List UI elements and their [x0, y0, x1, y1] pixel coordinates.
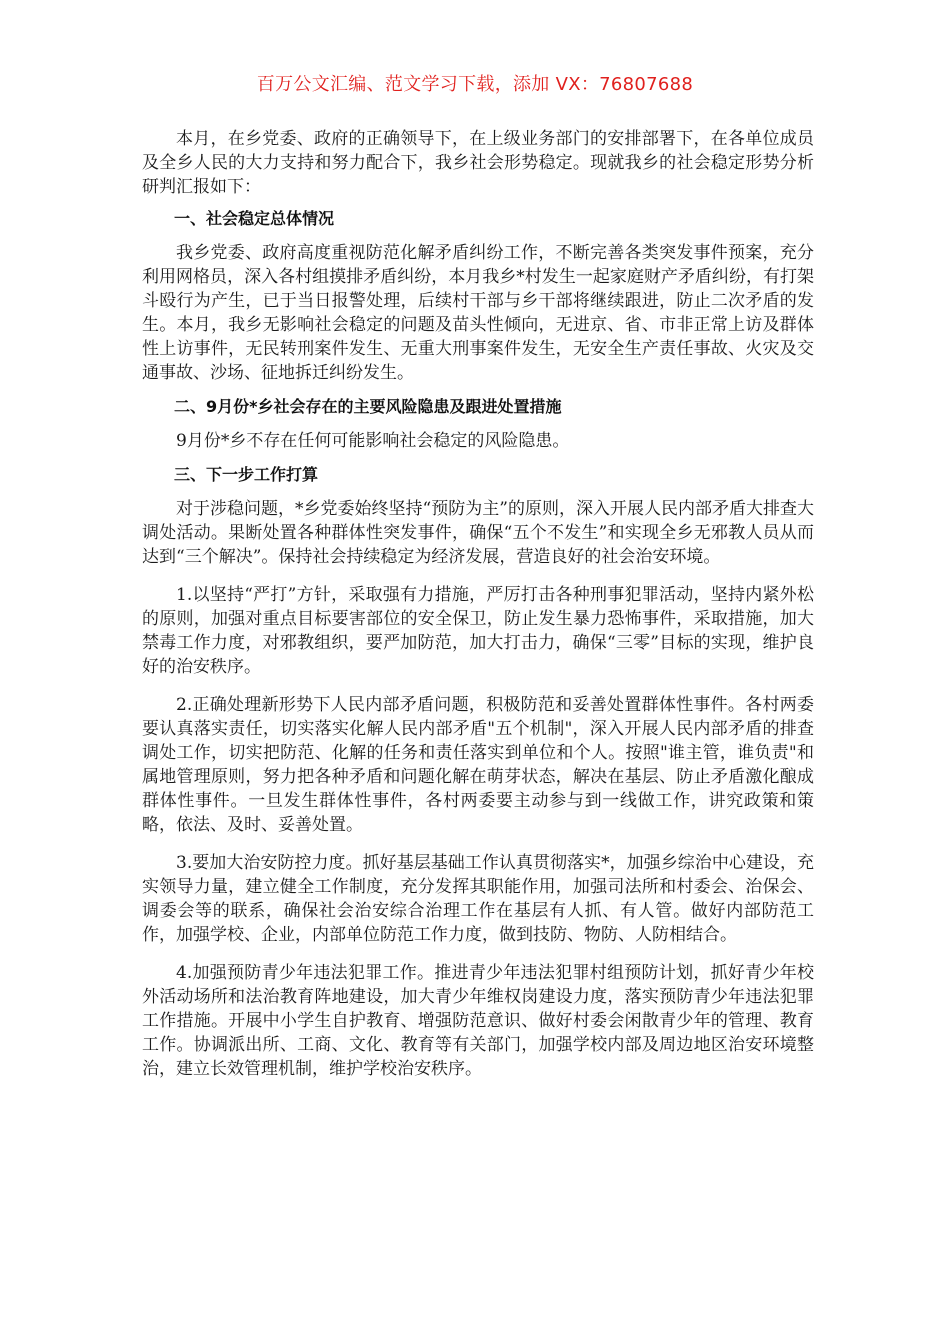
section-2-paragraph: 9月份*乡不存在任何可能影响社会稳定的风险隐患。: [176, 431, 570, 451]
watermark-header: 百万公文汇编、范文学习下载，添加 VX：76807688: [256, 74, 694, 95]
list-item-4: 4.加强预防青少年违法犯罪工作。推进青少年违法犯罪村组预防计划，抓好青少年校外活动场所和法治教育阵地建设，加大青少年维权岗建设力度，落实预防青少年违法犯罪工作措施。开展中小学生自护教育、增强防范意识、做好村委会闲散青少年的管理、教育工作。协调派出所、工商、文化、教育等有关部门，加强学校内部及周边地区治安环境整治，建立长效管理机制，维护学校治安秩序。: [142, 963, 814, 1079]
section-3-heading: 三、下一步工作打算: [174, 465, 319, 484]
list-item-1: 1.以坚持“严打”方针，采取强有力措施，严厉打击各种刑事犯罪活动，坚持内紧外松的原则，加强对重点目标要害部位的安全保卫，防止发生暴力恐怖事件，采取措施，加大禁毒工作力度，对邪教组织，要严加防范，加大打击力，确保“三零”目标的实现，维护良好的治安秩序。: [142, 585, 814, 677]
list-item-2: 2.正确处理新形势下人民内部矛盾问题，积极防范和妥善处置群体性事件。各村两委要认真落实责任，切实落实化解人民内部矛盾"五个机制"，深入开展人民内部矛盾的排查调处工作，切实把防范、化解的任务和责任落实到单位和个人。按照"谁主管，谁负责"和属地管理原则，努力把各种矛盾和问题化解在萌芽状态，解决在基层、防止矛盾激化酿成群体性事件。一旦发生群体性事件，各村两委要主动参与到一线做工作，讲究政策和策略，依法、及时、妥善处置。: [142, 695, 814, 835]
intro-paragraph: 本月，在乡党委、政府的正确领导下，在上级业务部门的安排部署下，在各单位成员及全乡人民的大力支持和努力配合下，我乡社会形势稳定。现就我乡的社会稳定形势分析研判汇报如下：: [142, 129, 814, 197]
section-1-paragraph: 我乡党委、政府高度重视防范化解矛盾纠纷工作，不断完善各类突发事件预案，充分利用网格员，深入各村组摸排矛盾纠纷，本月我乡*村发生一起家庭财产矛盾纠纷，有打架斗殴行为产生，已于当日报警处理，后续村干部与乡干部将继续跟进，防止二次矛盾的发生。本月，我乡无影响社会稳定的问题及苗头性倾向，无进京、省、市非正常上访及群体性上访事件，无民转刑案件发生、无重大刑事案件发生，无安全生产责任事故、火灾及交通事故、沙场、征地拆迁纠纷发生。: [142, 243, 814, 383]
document-body: [142, 127, 814, 1091]
section-1-heading: 一、社会稳定总体情况: [174, 209, 335, 228]
section-2-heading: 二、9月份*乡社会存在的主要风险隐患及跟进处置措施: [174, 397, 562, 416]
list-item-3: 3.要加大治安防控力度。抓好基层基础工作认真贯彻落实*，加强乡综治中心建设，充实领导力量，建立健全工作制度，充分发挥其职能作用，加强司法所和村委会、治保会、调委会等的联系，确保社会治安综合治理工作在基层有人抓、有人管。做好内部防范工作，加强学校、企业，内部单位防范工作力度，做到技防、物防、人防相结合。: [142, 853, 814, 945]
section-3-intro: 对于涉稳问题，*乡党委始终坚持“预防为主”的原则，深入开展人民内部矛盾大排查大调处活动。果断处置各种群体性突发事件，确保“五个不发生”和实现全乡无邪教人员从而达到“三个解决”。保持社会持续稳定为经济发展，营造良好的社会治安环境。: [142, 499, 814, 567]
